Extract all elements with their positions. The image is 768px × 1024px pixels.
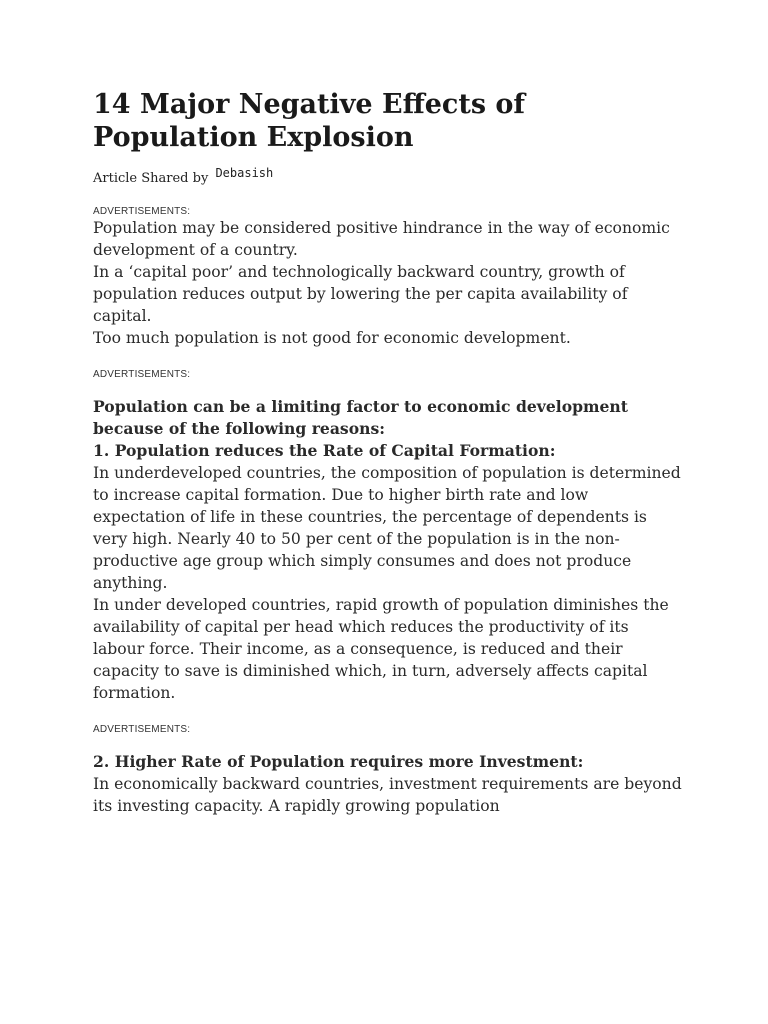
article-title: 14 Major Negative Effects of Population Explosion bbox=[93, 89, 526, 153]
section-1-heading: 1. Population reduces the Rate of Capital Formation: bbox=[93, 441, 556, 460]
advertisement-label: ADVERTISEMENTS: bbox=[93, 724, 191, 735]
byline-prefix: Article Shared by bbox=[93, 171, 209, 186]
paragraph-1: Population may be considered positive hindrance in the way of economic development of a country. bbox=[93, 219, 670, 259]
section-1 bbox=[93, 396, 683, 704]
paragraph-3: Too much population is not good for economic development. bbox=[93, 329, 571, 347]
intro-heading: Population can be a limiting factor to economic development because of the following reasons: bbox=[93, 397, 628, 438]
article bbox=[93, 88, 683, 817]
section-2 bbox=[93, 751, 683, 817]
section-1-paragraph-2: In under developed countries, rapid growth of population diminishes the availability of capital per head which reduces the productivity of its labour force. Their income, as a consequence, is reduced and their capacity to save is diminished which, in turn, adversely affects capital formation. bbox=[93, 596, 669, 702]
section-1-paragraph-1: In underdeveloped countries, the composition of population is determined to increase capital formation. Due to higher birth rate and low expectation of life in these countries, the percentage of dependents is very high. Nearly 40 to 50 per cent of the population is in the non-productive age group which simply consumes and does not produce anything. bbox=[93, 464, 681, 592]
section-2-heading: 2. Higher Rate of Population requires more Investment: bbox=[93, 752, 584, 771]
section-2-paragraph-1: In economically backward countries, investment requirements are beyond its investing capacity. A rapidly growing population bbox=[93, 775, 682, 815]
author-name[interactable]: Debasish bbox=[215, 166, 274, 180]
advertisement-label: ADVERTISEMENTS: bbox=[93, 369, 191, 380]
byline bbox=[93, 166, 683, 186]
paragraph-2: In a ‘capital poor’ and technologically backward country, growth of population reduces output by lowering the per capita availability of capital. bbox=[93, 263, 628, 325]
advertisement-label: ADVERTISEMENTS: bbox=[93, 206, 191, 217]
